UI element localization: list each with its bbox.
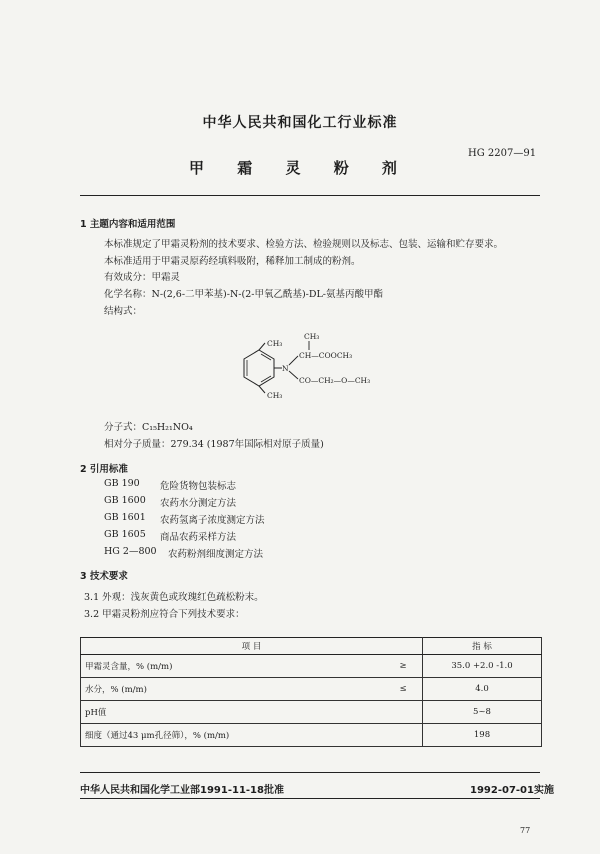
table-header-row <box>81 638 542 655</box>
section3-1-text: 3.1 外观：浅灰黄色或玫瑰红色疏松粉末。 <box>84 592 264 603</box>
section1-line: 化学名称：N-(2,6-二甲苯基)-N-(2-甲氧乙酰基)-DL-氨基丙酸甲酯 <box>104 289 383 300</box>
table-cell-sign <box>384 724 423 747</box>
ref-code: HG 2—800 <box>104 546 157 557</box>
ref-title: 农药粉剂细度测定方法 <box>168 549 264 560</box>
structure-label-n: N <box>282 364 289 373</box>
table-cell-value: 4.0 <box>423 678 542 701</box>
structure-label-ch3-top: CH₃ <box>267 339 283 348</box>
footer-bottom-rule <box>80 798 540 799</box>
section1-line: 有效成分：甲霜灵 <box>104 272 181 283</box>
section1-line: 结构式： <box>104 306 143 317</box>
table-row <box>81 701 542 724</box>
molecular-mass: 相对分子质量：279.34 (1987年国际相对原子质量) <box>104 439 324 450</box>
title-rule <box>80 195 540 196</box>
section1-line: 本标准规定了甲霜灵粉剂的技术要求、检验方法、检验规则以及标志、包装、运输和贮存要求。 <box>104 239 504 250</box>
table-cell-item: 水分，% (m/m) <box>81 678 385 701</box>
section3-heading: 3 技术要求 <box>80 571 128 582</box>
ref-title: 商品农药采样方法 <box>160 532 237 543</box>
structure-label-chain2: CO—CH₂—O—CH₃ <box>299 376 371 385</box>
table-cell-sign: ≥ <box>384 655 423 678</box>
section1-heading: 1 主题内容和适用范围 <box>80 219 176 230</box>
spec-table <box>80 637 542 747</box>
document-title: 甲 霜 灵 粉 剂 <box>189 159 411 177</box>
table-row <box>81 655 542 678</box>
table-cell-item: pH值 <box>81 701 385 724</box>
ref-title: 农药氢离子浓度测定方法 <box>160 515 265 526</box>
ref-code: GB 1600 <box>104 495 146 506</box>
approval-line: 中华人民共和国化学工业部1991-11-18批准 <box>80 785 284 796</box>
section2-heading: 2 引用标准 <box>80 464 128 475</box>
structural-formula <box>225 328 405 406</box>
ref-code: GB 1605 <box>104 529 146 540</box>
page-number: 77 <box>520 826 531 835</box>
effective-date: 1992-07-01实施 <box>470 785 554 796</box>
table-header-item: 项 目 <box>81 638 423 655</box>
ref-code: GB 190 <box>104 478 140 489</box>
ref-code: GB 1601 <box>104 512 146 523</box>
molecular-formula: 分子式：C₁₅H₂₁NO₄ <box>104 422 193 433</box>
table-cell-item: 细度（通过43 μm孔径筛），% (m/m) <box>81 724 385 747</box>
standard-code: HG 2207—91 <box>468 148 537 159</box>
ref-title: 农药水分测定方法 <box>160 498 237 509</box>
structure-label-ch3-branch: CH₃ <box>304 332 320 341</box>
structure-label-ch3-bottom: CH₃ <box>267 391 283 400</box>
table-row <box>81 678 542 701</box>
table-cell-sign <box>384 701 423 724</box>
table-cell-value: 35.0 +2.0 -1.0 <box>423 655 542 678</box>
section1-line: 本标准适用于甲霜灵原药经填料吸附，稀释加工制成的粉剂。 <box>104 256 361 267</box>
structure-label-chain1: CH—COOCH₃ <box>299 351 353 360</box>
table-header-index: 指 标 <box>423 638 542 655</box>
table-cell-value: 198 <box>423 724 542 747</box>
footer-rule <box>80 772 540 773</box>
ref-title: 危险货物包装标志 <box>160 481 237 492</box>
table-cell-value: 5~8 <box>423 701 542 724</box>
table-cell-sign: ≤ <box>384 678 423 701</box>
org-standard-heading: 中华人民共和国化工行业标准 <box>202 115 398 131</box>
table-cell-item: 甲霜灵含量，% (m/m) <box>81 655 385 678</box>
table-row <box>81 724 542 747</box>
section3-2-text: 3.2 甲霜灵粉剂应符合下列技术要求： <box>84 609 245 620</box>
